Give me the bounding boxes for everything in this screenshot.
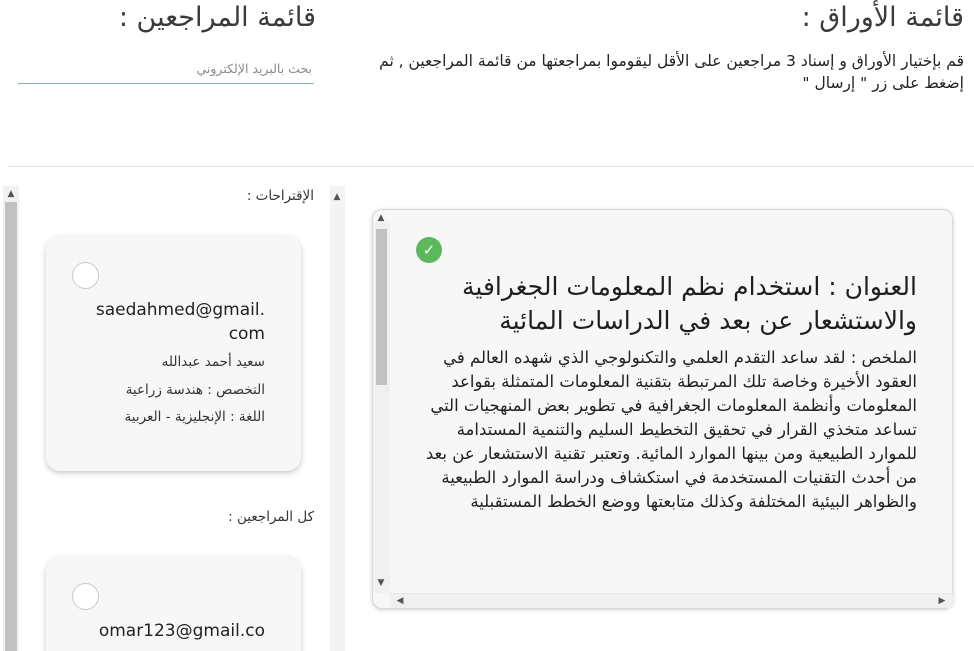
reviewers-scrollbar-thumb[interactable] [5,202,17,651]
paper-horizontal-scrollbar[interactable] [390,593,953,608]
reviewer-card[interactable] [46,557,301,651]
reviewer-email-search-input[interactable] [18,54,314,84]
reviewer-select-radio[interactable] [72,583,99,610]
paper-abstract: الملخص : لقد ساعد التقدم العلمي والتكنولوجي الذي شهده العالم في العقود الأخيرة وخاصة تلك المرتبطة بتقنية المعلومات المتمثلة بقواعد المعلومات وأنظمة المعلومات الجغرافية في تطوير بعض المنهجيات التي تساعد متخذي القرار في تحقيق التخطيط السليم والتنمية المستدامة للموارد الطبيعية ومن بينها الموارد المائية. وتعتبر تقنية الاستشعار عن بعد من أحدث التقنيات المستخدمة في استكشاف ودراسة الموارد الطبيعية والظواهر البيئية المختلفة وكذلك متابعتها ووضع الخطط المستقبلية [425,348,917,511]
reviewer-select-radio[interactable] [72,262,99,289]
reviewer-email: omar123@gmail.co [98,621,265,641]
check-circle-icon[interactable]: ✓ [416,237,442,263]
reviewer-language: اللغة : الإنجليزية - العربية [124,409,265,425]
reviewer-specialty: التخصص : هندسة زراعية [125,382,265,398]
reviewer-card[interactable] [46,236,301,471]
reviewer-name: سعيد أحمد عبدالله [161,354,265,370]
chevron-up-icon[interactable]: ▲ [377,213,385,223]
header-divider [8,166,974,167]
chevron-up-icon[interactable]: ▲ [333,192,341,202]
all-reviewers-label: كل المراجعين : [228,509,314,525]
paper-vertical-scrollbar[interactable] [373,213,390,593]
chevron-up-icon[interactable]: ▲ [7,189,15,199]
chevron-right-icon[interactable]: ▶ [938,596,946,606]
paper-card[interactable] [372,209,953,609]
chevron-down-icon[interactable]: ▼ [377,578,385,588]
papers-list-title: قائمة الأوراق : [801,2,964,33]
suggestions-label: الإقتراحات : [246,188,314,204]
paper-content [413,270,917,593]
papers-scrollbar[interactable] [330,186,345,651]
reviewers-list-title: قائمة المراجعين : [118,2,316,33]
papers-instructions: قم بإختيار الأوراق و إسناد 3 مراجعين على الأقل ليقوموا بمراجعتها من قائمة المراجعين , ثم إضغط على زر " إرسال " [379,52,964,92]
paper-scrollbar-thumb[interactable] [376,229,387,385]
paper-title: العنوان : استخدام نظم المعلومات الجغرافية والاستشعار عن بعد في الدراسات المائية [462,272,917,335]
reviewer-email: saedahmed@gmail.com [95,300,265,344]
reviewers-scrollbar[interactable] [3,186,19,651]
chevron-left-icon[interactable]: ◀ [396,596,404,606]
